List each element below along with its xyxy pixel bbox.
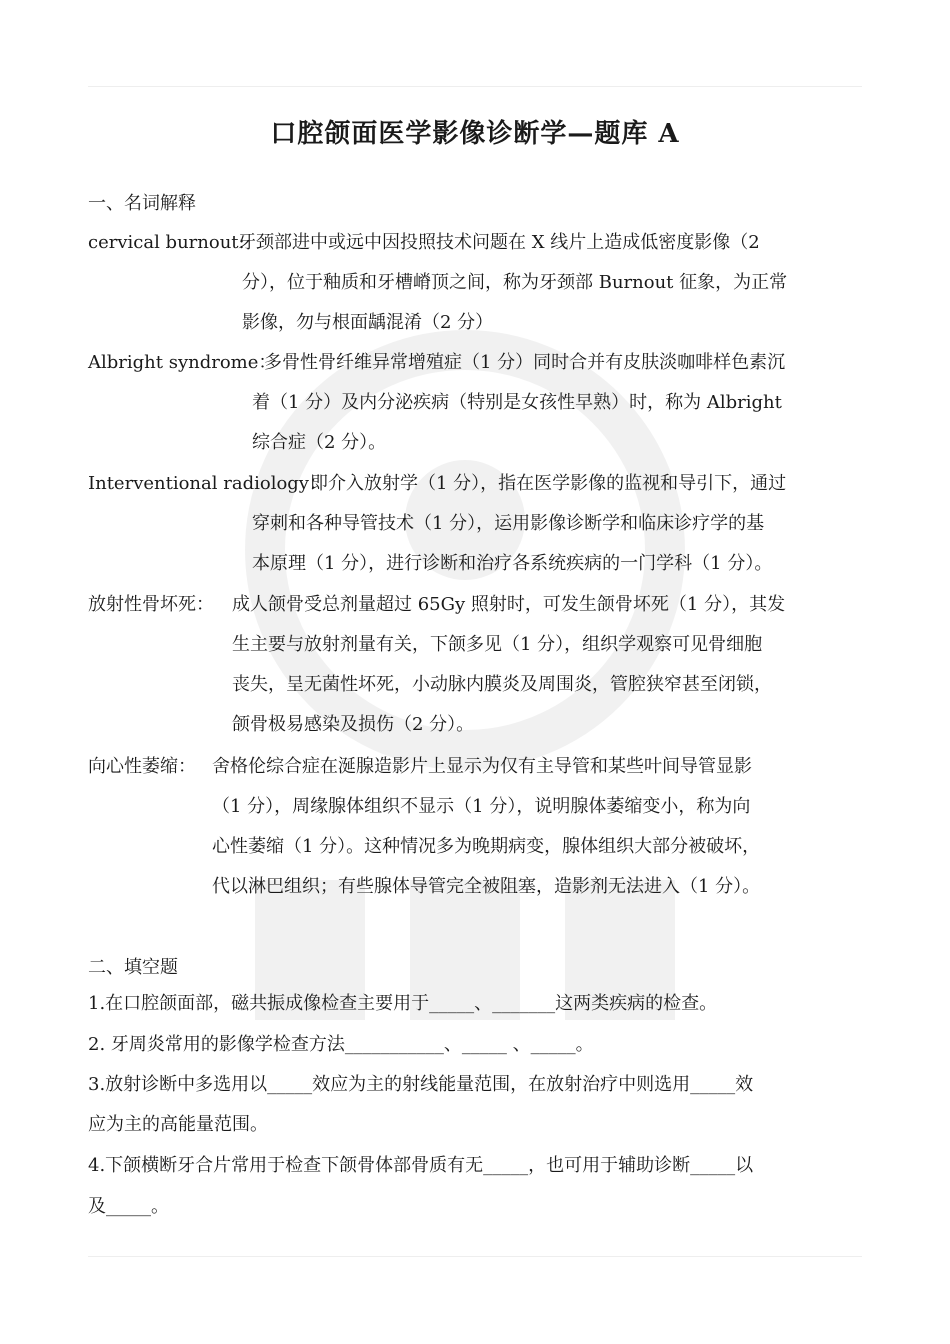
- definition-term: 放射性骨坏死：: [88, 594, 214, 615]
- definition-line: 心性萎缩（1 分）。这种情况多为晚期病变，腺体组织大部分被破坏，: [212, 836, 761, 857]
- document-title: 口腔颌面医学影像诊断学—题库 A: [270, 119, 680, 149]
- fill-blank-question-3: 3.放射诊断中多选用以_____效应为主的射线能量范围，在放射治疗中则选用_____效: [88, 1074, 754, 1095]
- definition-line: 多骨性骨纤维异常增殖症（1 分）同时合并有皮肤淡咖啡样色素沉: [264, 352, 786, 373]
- section2-heading: 二、填空题: [88, 957, 178, 978]
- definition-line: 舍格伦综合症在涎腺造影片上显示为仅有主导管和某些叶间导管显影: [212, 756, 752, 777]
- fill-blank-question-3-cont: 应为主的高能量范围。: [88, 1114, 268, 1135]
- definition-line: 影像，勿与根面龋混淆（2 分）: [242, 312, 494, 333]
- definition-line: 生主要与放射剂量有关，下颌多见（1 分），组织学观察可见骨细胞: [232, 634, 763, 655]
- definition-line: 分），位于釉质和牙槽嵴顶之间，称为牙颈部 Burnout 征象，为正常: [242, 272, 788, 293]
- definition-line: 即介入放射学（1 分），指在医学影像的监视和导引下，通过: [310, 473, 787, 494]
- definition-line: 颌骨极易感染及损伤（2 分）。: [232, 714, 475, 735]
- definition-line: 代以淋巴组织；有些腺体导管完全被阻塞，造影剂无法进入（1 分）。: [212, 876, 761, 897]
- definition-term: Interventional radiology：: [88, 473, 327, 494]
- definition-line: 穿刺和各种导管技术（1 分），运用影像诊断学和临床诊疗学的基: [252, 513, 765, 534]
- definition-line: 成人颌骨受总剂量超过 65Gy 照射时，可发生颌骨坏死（1 分），其发: [232, 594, 786, 615]
- page-top-rule: [88, 86, 862, 87]
- definition-line: （1 分），周缘腺体组织不显示（1 分），说明腺体萎缩变小，称为向: [212, 796, 751, 817]
- definition-line: 综合症（2 分）。: [252, 432, 387, 453]
- page-bottom-rule: [88, 1256, 862, 1257]
- definition-term: 向心性萎缩：: [88, 756, 196, 777]
- definition-line: 牙颈部进中或远中因投照技术问题在 X 线片上造成低密度影像（2: [238, 232, 760, 253]
- definition-term: Albright syndrome：: [88, 352, 277, 373]
- fill-blank-question-4-cont: 及_____。: [88, 1196, 169, 1217]
- section1-heading: 一、名词解释: [88, 193, 196, 214]
- definition-term: cervical burnout:: [88, 232, 245, 253]
- definition-line: 本原理（1 分），进行诊断和治疗各系统疾病的一门学科（1 分）。: [252, 553, 773, 574]
- fill-blank-question-4: 4.下颌横断牙合片常用于检查下颌骨体部骨质有无_____，也可用于辅助诊断_____以: [88, 1155, 754, 1176]
- definition-line: 着（1 分）及内分泌疾病（特别是女孩性早熟）时，称为 Albright: [252, 392, 782, 413]
- fill-blank-question-2: 2. 牙周炎常用的影像学检查方法___________、_____ 、_____。: [88, 1034, 594, 1055]
- definition-line: 丧失，呈无菌性坏死，小动脉内膜炎及周围炎，管腔狭窄甚至闭锁，: [232, 674, 772, 695]
- fill-blank-question-1: 1.在口腔颌面部，磁共振成像检查主要用于_____、_______这两类疾病的检查。: [88, 993, 718, 1014]
